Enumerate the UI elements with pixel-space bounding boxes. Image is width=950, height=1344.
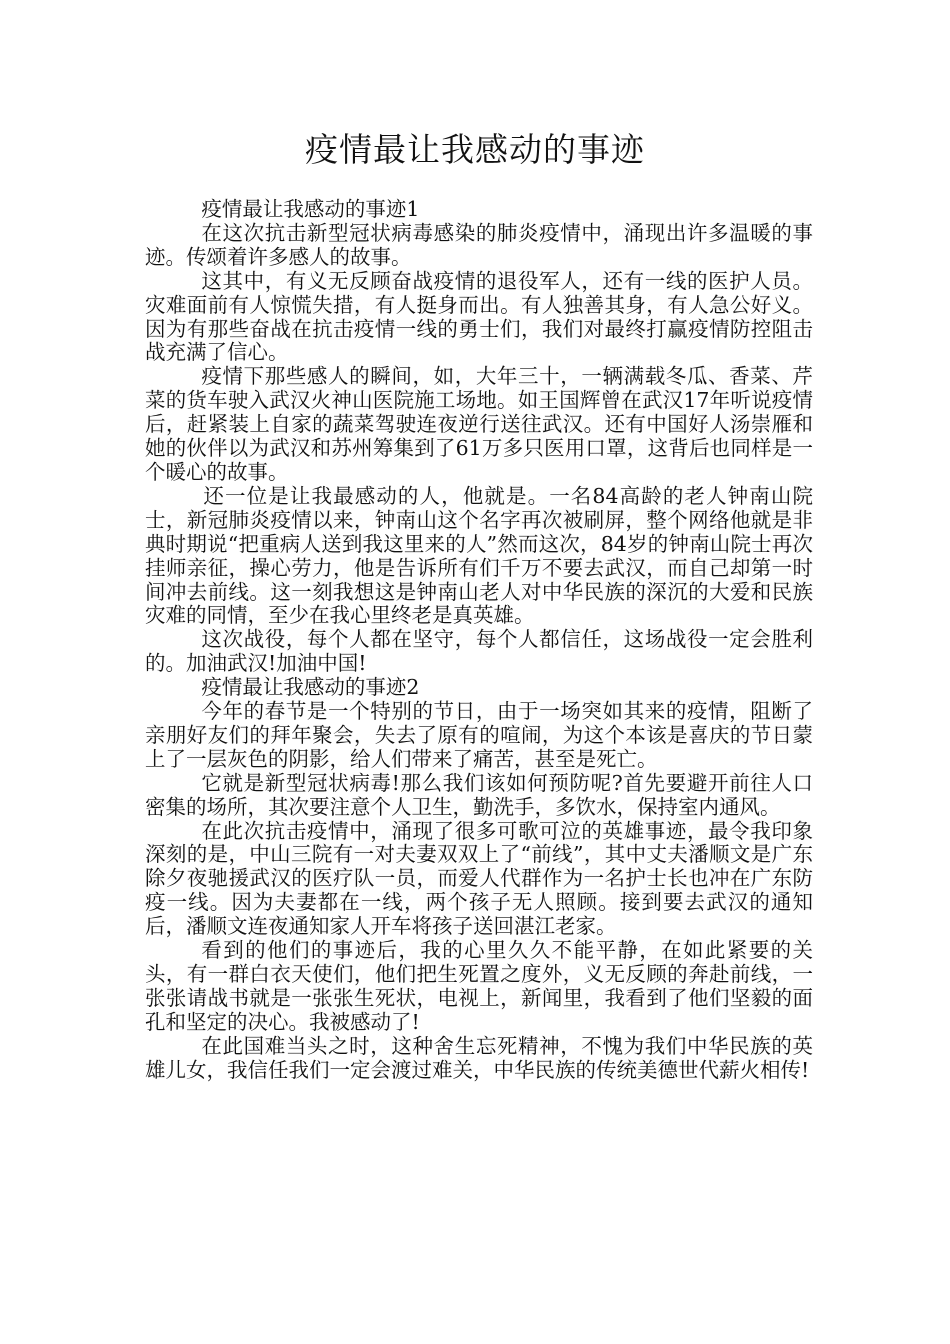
body-paragraph: 还一位是让我最感动的人，他就是。一名84高龄的老人钟南山院士，新冠肺炎疫情以来，钟南山这个名字再次被刷屏，整个网络他就是非典时期说“把重病人送到我这里来的人”然而这次，84岁的钟南山院士再次挂师亲征，操心劳力，他是告诉所有们千万不要去武汉，而自己却第一时间冲去前线。这一刻我想这是钟南山老人对中华民族的深沉的大爱和民族灾难的同情，至少在我心里终老是真英雄。 [145,483,813,628]
document-body [145,198,813,1083]
body-paragraph: 它就是新型冠状病毒!那么我们该如何预防呢?首先要避开前往人口密集的场所，其次要注意个人卫生，勤洗手，多饮水，保持室内通风。 [145,770,813,819]
body-paragraph: 这次战役，每个人都在坚守，每个人都信任，这场战役一定会胜利的。加油武汉!加油中国! [145,627,813,676]
section-heading-2: 疫情最让我感动的事迹2 [201,675,420,700]
body-paragraph: 在此次抗击疫情中，涌现了很多可歌可泣的英雄事迹，最令我印象深刻的是，中山三院有一对夫妻双双上了“前线”，其中丈夫潘顺文是广东除夕夜驰援武汉的医疗队一员，而爱人代群作为一名护士长也冲在广东防疫一线。因为夫妻都在一线，两个孩子无人照顾。接到要去武汉的通知后，潘顺文连夜通知家人开车将孩子送回湛江老家。 [145,818,813,939]
document-title: 疫情最让我感动的事迹 [305,130,645,169]
body-paragraph: 今年的春节是一个特别的节日，由于一场突如其来的疫情，阻断了亲朋好友们的拜年聚会，失去了原有的喧闹，为这个本该是喜庆的节日蒙上了一层灰色的阴影，给人们带来了痛苦，甚至是死亡。 [145,699,813,771]
body-paragraph: 在这次抗击新型冠状病毒感染的肺炎疫情中，涌现出许多温暖的事迹。传颂着许多感人的故事。 [145,220,813,269]
body-paragraph: 看到的他们的事迹后，我的心里久久不能平静，在如此紧要的关头，有一群白衣天使们，他们把生死置之度外，义无反顾的奔赴前线，一张张请战书就是一张张生死状，电视上，新闻里，我看到了他们坚毅的面孔和坚定的决心。我被感动了! [145,938,813,1034]
body-paragraph: 在此国难当头之时，这种舍生忘死精神，不愧为我们中华民族的英雄儿女，我信任我们一定会渡过难关，中华民族的传统美德世代薪火相传! [145,1033,813,1082]
section-heading-1: 疫情最让我感动的事迹1 [201,197,420,221]
body-paragraph: 这其中，有义无反顾奋战疫情的退役军人，还有一线的医护人员。灾难面前有人惊慌失措，有人挺身而出。有人独善其身，有人急公好义。因为有那些奋战在抗击疫情一线的勇士们，我们对最终打赢疫情防控阻击战充满了信心。 [145,268,813,365]
body-paragraph: 疫情下那些感人的瞬间，如，大年三十，一辆满载冬瓜、香菜、芹菜的货车驶入武汉火神山医院施工场地。如王国辉曾在武汉17年听说疫情后，赶紧装上自家的蔬菜驾驶连夜逆行送往武汉。还有中国好人汤崇雁和她的伙伴以为武汉和苏州筹集到了61万多只医用口罩，这背后也同样是一个暖心的故事。 [145,364,813,484]
